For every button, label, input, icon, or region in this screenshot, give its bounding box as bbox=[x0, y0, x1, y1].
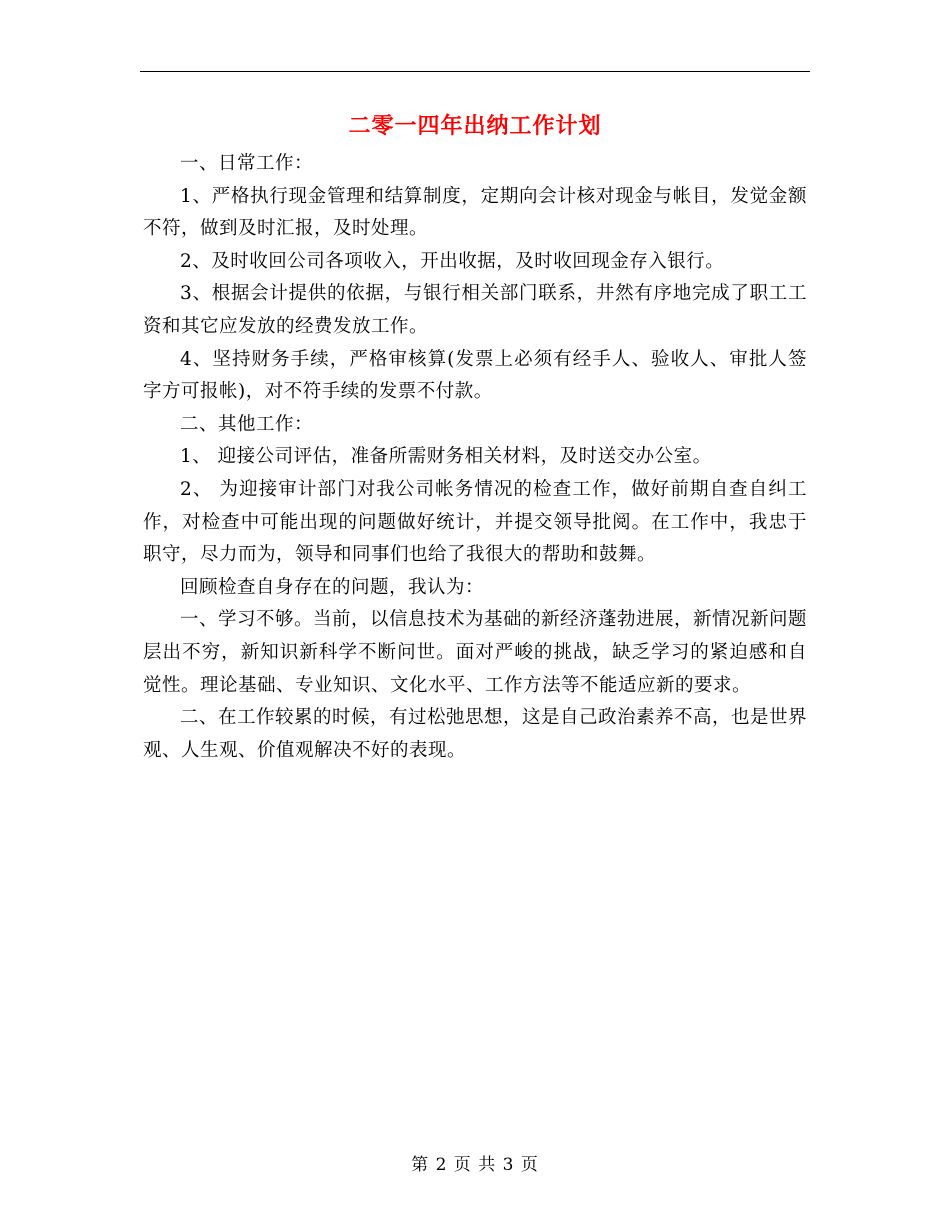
paragraph-other-2: 2、 为迎接审计部门对我公司帐务情况的检查工作，做好前期自查自纠工作，对检查中可能出现的问题做好统计，并提交领导批阅。在工作中，我忠于职守，尽力而为，领导和同事们也给了我很大的帮助和鼓舞。 bbox=[143, 478, 807, 566]
paragraph-review-2: 二、在工作较累的时候，有过松弛思想，这是自己政治素养不高，也是世界观、人生观、价值观解决不好的表现。 bbox=[143, 707, 808, 761]
header-rule bbox=[140, 71, 810, 72]
page-footer: 第 2 页 共 3 页 bbox=[411, 1155, 539, 1175]
paragraph-item-4: 4、坚持财务手续，严格审核算(发票上必须有经手人、验收人、审批人签字方可报帐)，对不符手续的发票不付款。 bbox=[143, 348, 807, 403]
paragraph-item-3: 3、根据会计提供的依据，与银行相关部门联系，井然有序地完成了职工工资和其它应发放的经费发放工作。 bbox=[143, 283, 807, 337]
section-heading-daily-work: 一、日常工作： bbox=[180, 153, 314, 174]
paragraph-other-1: 1、 迎接公司评估，准备所需财务相关材料，及时送交办公室。 bbox=[180, 446, 712, 468]
paragraph-item-1: 1、严格执行现金管理和结算制度，定期向会计核对现金与帐目，发觉金额不符，做到及时汇报，及时处理。 bbox=[143, 185, 807, 240]
paragraph-review-1: 一、学习不够。当前，以信息技术为基础的新经济蓬勃进展，新情况新问题层出不穷，新知识新科学不断问世。面对严峻的挑战，缺乏学习的紧迫感和自觉性。理论基础、专业知识、文化水平、工作方法等不能适应新的要求。 bbox=[143, 609, 808, 696]
section-heading-other-work: 二、其他工作： bbox=[180, 413, 314, 435]
paragraph-item-2: 2、及时收回公司各项收入，开出收据，及时收回现金存入银行。 bbox=[180, 250, 725, 272]
document-title: 二零一四年出纳工作计划 bbox=[348, 113, 602, 139]
paragraph-review-intro: 回顾检查自身存在的问题，我认为： bbox=[180, 576, 485, 598]
document-body bbox=[143, 148, 807, 767]
